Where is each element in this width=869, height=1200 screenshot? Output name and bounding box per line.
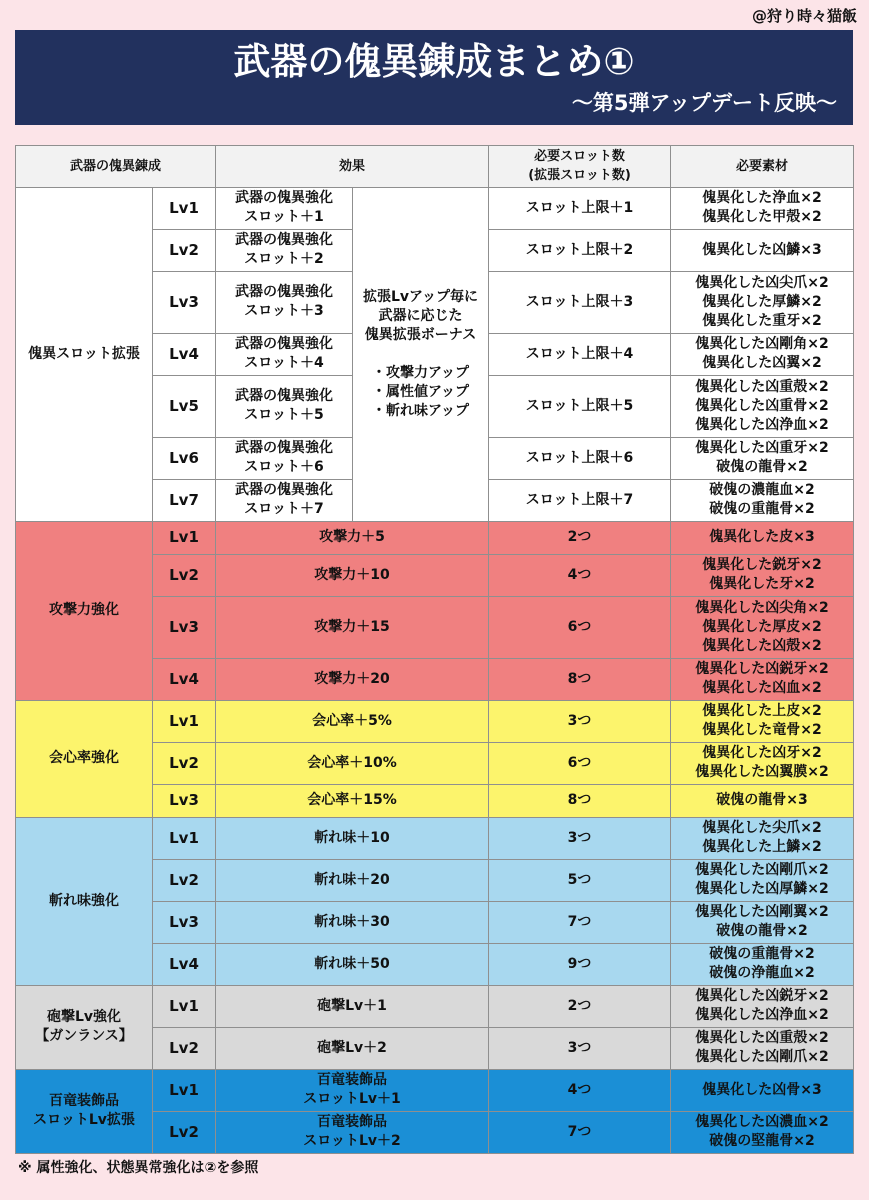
materials-cell xyxy=(671,743,854,785)
level-cell: Lv2 xyxy=(153,230,216,272)
level-cell: Lv3 xyxy=(153,597,216,659)
title-banner xyxy=(15,30,853,125)
refinement-table xyxy=(15,145,854,1154)
slots-cell: 3つ xyxy=(489,701,671,743)
effect-cell: 武器の傀異強化 スロット＋5 xyxy=(216,376,353,438)
materials-cell xyxy=(671,1112,854,1154)
slots-cell: スロット上限＋7 xyxy=(489,480,671,522)
category-cell: 斬れ味強化 xyxy=(16,818,153,986)
materials-cell xyxy=(671,986,854,1028)
material-item: 破傀の龍骨×3 xyxy=(716,792,808,808)
material-item: 傀異化した凶重殻×2 xyxy=(695,1030,829,1046)
material-item: 傀異化した凶重牙×2 xyxy=(695,440,829,456)
level-cell: Lv1 xyxy=(153,188,216,230)
slots-cell: 3つ xyxy=(489,1028,671,1070)
bonus-intro: 拡張Lvアップ毎に 武器に応じた 傀異拡張ボーナス xyxy=(362,288,479,343)
material-item: 傀異化した凶濃血×2 xyxy=(695,1114,829,1130)
material-item: 破傀の濃龍血×2 xyxy=(709,482,815,498)
level-cell: Lv3 xyxy=(153,785,216,818)
material-item: 傀異化した凶翼膜×2 xyxy=(695,764,829,780)
material-item: 傀異化した浄血×2 xyxy=(702,190,822,206)
material-item: 傀異化した凶重骨×2 xyxy=(695,397,829,414)
level-cell: Lv2 xyxy=(153,1112,216,1154)
material-item: 傀異化した竜骨×2 xyxy=(702,722,822,738)
table-row xyxy=(16,188,854,230)
level-cell: Lv6 xyxy=(153,438,216,480)
material-item: 傀異化した凶殻×2 xyxy=(702,637,822,654)
slots-cell: 2つ xyxy=(489,522,671,555)
category-cell: 攻撃力強化 xyxy=(16,522,153,701)
materials-cell xyxy=(671,597,854,659)
level-cell: Lv2 xyxy=(153,1028,216,1070)
level-cell: Lv3 xyxy=(153,902,216,944)
material-item: 傀異化した鋭牙×2 xyxy=(702,557,822,573)
material-item: 傀異化した上皮×2 xyxy=(702,703,822,719)
materials-cell xyxy=(671,438,854,480)
material-item: 傀異化した凶骨×3 xyxy=(702,1081,822,1098)
table-row xyxy=(16,986,854,1028)
material-item: 傀異化した凶血×2 xyxy=(702,680,822,696)
material-item: 破傀の龍骨×2 xyxy=(716,923,808,939)
material-item: 傀異化した凶厚鱗×2 xyxy=(695,881,829,897)
category-cell: 傀異スロット拡張 xyxy=(16,188,153,522)
slots-cell: 9つ xyxy=(489,944,671,986)
table-header xyxy=(16,146,854,188)
material-item: 破傀の堅龍骨×2 xyxy=(709,1133,815,1149)
effect-cell: 会心率＋10% xyxy=(216,743,489,785)
effect-cell: 武器の傀異強化 スロット＋2 xyxy=(216,230,353,272)
effect-cell: 砲撃Lv＋1 xyxy=(216,986,489,1028)
material-item: 傀異化した凶剛爪×2 xyxy=(695,1049,829,1065)
effect-cell: 武器の傀異強化 スロット＋4 xyxy=(216,334,353,376)
level-cell: Lv1 xyxy=(153,986,216,1028)
materials-cell xyxy=(671,555,854,597)
footnote: ※ 属性強化、状態異常強化は②を参照 xyxy=(18,1160,259,1176)
bonus-item: ・攻撃力アップ xyxy=(372,364,470,381)
level-cell: Lv1 xyxy=(153,701,216,743)
material-item: 傀異化した皮×3 xyxy=(709,529,815,545)
material-item: 傀異化した凶剛翼×2 xyxy=(695,904,829,920)
slots-cell: スロット上限＋6 xyxy=(489,438,671,480)
materials-cell xyxy=(671,188,854,230)
materials-cell xyxy=(671,944,854,986)
material-item: 傀異化した牙×2 xyxy=(709,576,815,592)
material-item: 傀異化した凶翼×2 xyxy=(702,355,822,371)
bonus-cell xyxy=(353,188,489,522)
slots-cell: スロット上限＋3 xyxy=(489,272,671,334)
slots-cell: 4つ xyxy=(489,555,671,597)
table-row xyxy=(16,701,854,743)
slots-cell: スロット上限＋2 xyxy=(489,230,671,272)
slots-cell: 6つ xyxy=(489,597,671,659)
slots-cell: 7つ xyxy=(489,1112,671,1154)
bonus-spacer xyxy=(356,345,485,364)
header-row xyxy=(16,146,854,188)
level-cell: Lv4 xyxy=(153,944,216,986)
level-cell: Lv1 xyxy=(153,1070,216,1112)
level-cell: Lv4 xyxy=(153,659,216,701)
slots-cell: スロット上限＋4 xyxy=(489,334,671,376)
header-materials: 必要素材 xyxy=(671,146,854,188)
material-item: 傀異化した凶剛角×2 xyxy=(695,336,829,352)
materials-cell xyxy=(671,334,854,376)
material-item: 傀異化した凶牙×2 xyxy=(702,745,822,761)
header-category: 武器の傀異錬成 xyxy=(16,146,216,188)
material-item: 傀異化した凶浄血×2 xyxy=(695,1007,829,1023)
effect-cell: 百竜装飾品 スロットLv＋1 xyxy=(216,1070,489,1112)
material-item: 傀異化した凶鱗×3 xyxy=(702,241,822,258)
table-body xyxy=(16,188,854,1154)
materials-cell xyxy=(671,785,854,818)
level-cell: Lv3 xyxy=(153,272,216,334)
materials-cell xyxy=(671,522,854,555)
materials-cell xyxy=(671,860,854,902)
table-row xyxy=(16,522,854,555)
header-effect: 効果 xyxy=(216,146,489,188)
slots-cell: 3つ xyxy=(489,818,671,860)
level-cell: Lv7 xyxy=(153,480,216,522)
effect-cell: 武器の傀異強化 スロット＋6 xyxy=(216,438,353,480)
material-item: 傀異化した重牙×2 xyxy=(702,312,822,329)
effect-cell: 攻撃力＋20 xyxy=(216,659,489,701)
effect-cell: 攻撃力＋5 xyxy=(216,522,489,555)
materials-cell xyxy=(671,480,854,522)
bonus-item: ・斬れ味アップ xyxy=(372,402,470,419)
material-item: 破傀の浄龍血×2 xyxy=(709,965,815,981)
materials-cell xyxy=(671,902,854,944)
material-item: 傀異化した尖爪×2 xyxy=(702,820,822,836)
material-item: 破傀の重龍骨×2 xyxy=(709,501,815,517)
effect-cell: 斬れ味＋30 xyxy=(216,902,489,944)
slots-cell: 4つ xyxy=(489,1070,671,1112)
slots-cell: 2つ xyxy=(489,986,671,1028)
effect-cell: 会心率＋5% xyxy=(216,701,489,743)
effect-cell: 武器の傀異強化 スロット＋3 xyxy=(216,272,353,334)
effect-cell: 斬れ味＋10 xyxy=(216,818,489,860)
author-credit: @狩り時々猫飯 xyxy=(751,7,857,25)
slots-cell: 6つ xyxy=(489,743,671,785)
material-item: 傀異化した凶尖角×2 xyxy=(695,599,829,616)
effect-cell: 会心率＋15% xyxy=(216,785,489,818)
level-cell: Lv1 xyxy=(153,522,216,555)
bonus-item: ・属性値アップ xyxy=(372,383,470,400)
effect-cell: 斬れ味＋20 xyxy=(216,860,489,902)
material-item: 傀異化した凶重殻×2 xyxy=(695,378,829,395)
header-slots: 必要スロット数 (拡張スロット数) xyxy=(489,146,671,188)
level-cell: Lv2 xyxy=(153,860,216,902)
slots-cell: 5つ xyxy=(489,860,671,902)
material-item: 傀異化した凶浄血×2 xyxy=(695,416,829,433)
page-title: 武器の傀異錬成まとめ① xyxy=(233,40,635,83)
material-item: 傀異化した厚鱗×2 xyxy=(702,293,822,310)
material-item: 傀異化した厚皮×2 xyxy=(702,618,822,635)
slots-cell: スロット上限＋5 xyxy=(489,376,671,438)
effect-cell: 武器の傀異強化 スロット＋1 xyxy=(216,188,353,230)
slots-cell: 8つ xyxy=(489,659,671,701)
page-subtitle: ～第5弾アップデート反映～ xyxy=(571,91,837,115)
slots-cell: 7つ xyxy=(489,902,671,944)
material-item: 破傀の龍骨×2 xyxy=(716,459,808,475)
materials-cell xyxy=(671,1028,854,1070)
effect-cell: 砲撃Lv＋2 xyxy=(216,1028,489,1070)
slots-cell: スロット上限＋1 xyxy=(489,188,671,230)
category-cell: 百竜装飾品 スロットLv拡張 xyxy=(16,1070,153,1154)
material-item: 傀異化した甲殻×2 xyxy=(702,209,822,225)
category-cell: 砲撃Lv強化 【ガンランス】 xyxy=(16,986,153,1070)
material-item: 傀異化した凶鋭牙×2 xyxy=(695,661,829,677)
materials-cell xyxy=(671,272,854,334)
material-item: 傀異化した上鱗×2 xyxy=(702,839,822,855)
materials-cell xyxy=(671,230,854,272)
material-item: 破傀の重龍骨×2 xyxy=(709,946,815,962)
material-item: 傀異化した凶剛爪×2 xyxy=(695,862,829,878)
level-cell: Lv1 xyxy=(153,818,216,860)
materials-cell xyxy=(671,1070,854,1112)
level-cell: Lv2 xyxy=(153,555,216,597)
slots-cell: 8つ xyxy=(489,785,671,818)
table-row xyxy=(16,818,854,860)
table-row xyxy=(16,1070,854,1112)
effect-cell: 攻撃力＋10 xyxy=(216,555,489,597)
effect-cell: 武器の傀異強化 スロット＋7 xyxy=(216,480,353,522)
material-item: 傀異化した凶鋭牙×2 xyxy=(695,988,829,1004)
materials-cell xyxy=(671,376,854,438)
level-cell: Lv5 xyxy=(153,376,216,438)
effect-cell: 百竜装飾品 スロットLv＋2 xyxy=(216,1112,489,1154)
effect-cell: 攻撃力＋15 xyxy=(216,597,489,659)
materials-cell xyxy=(671,701,854,743)
level-cell: Lv4 xyxy=(153,334,216,376)
materials-cell xyxy=(671,818,854,860)
category-cell: 会心率強化 xyxy=(16,701,153,818)
material-item: 傀異化した凶尖爪×2 xyxy=(695,274,829,291)
materials-cell xyxy=(671,659,854,701)
effect-cell: 斬れ味＋50 xyxy=(216,944,489,986)
level-cell: Lv2 xyxy=(153,743,216,785)
